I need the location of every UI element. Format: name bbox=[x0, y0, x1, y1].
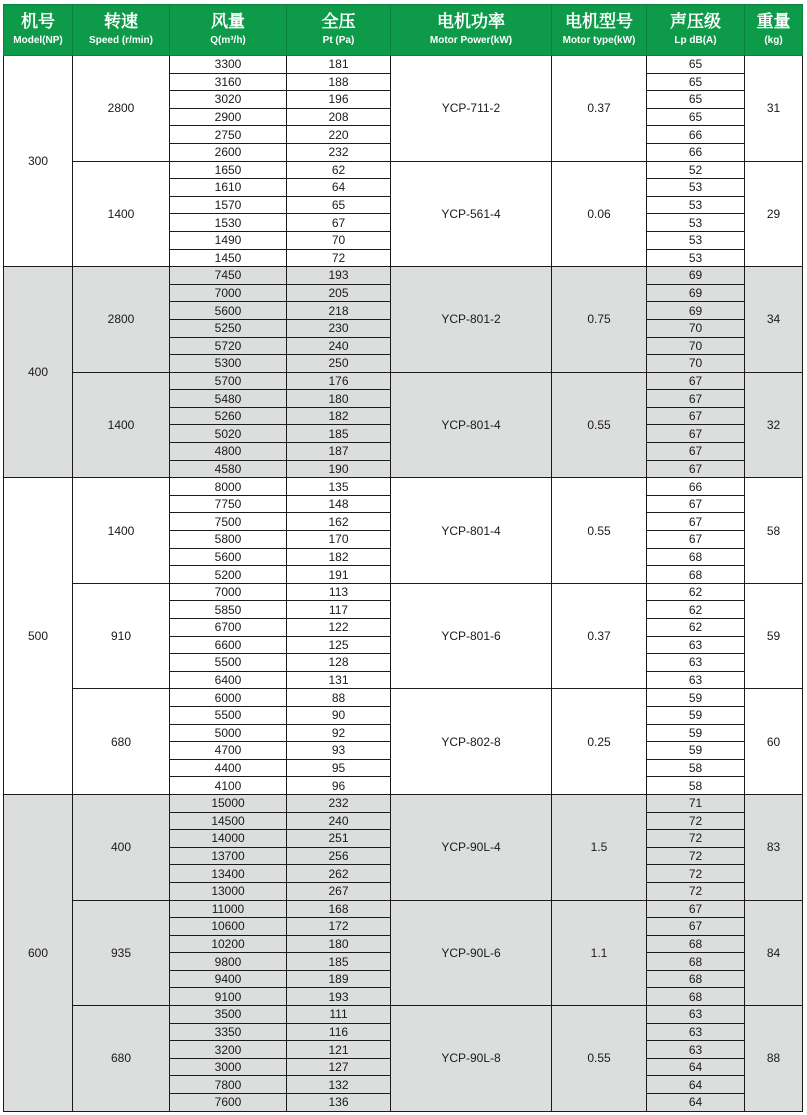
motor-power-cell: YCP-801-4 bbox=[391, 478, 552, 584]
pressure-cell: 190 bbox=[287, 460, 391, 478]
noise-cell: 63 bbox=[647, 1041, 745, 1059]
noise-cell: 67 bbox=[647, 372, 745, 390]
airflow-cell: 7450 bbox=[170, 267, 287, 285]
table-row bbox=[4, 583, 803, 601]
weight-cell: 58 bbox=[745, 478, 803, 584]
noise-cell: 67 bbox=[647, 900, 745, 918]
pressure-cell: 122 bbox=[287, 619, 391, 637]
noise-cell: 66 bbox=[647, 126, 745, 144]
pressure-cell: 90 bbox=[287, 706, 391, 724]
header-speed-zh: 转速 bbox=[104, 12, 138, 32]
pressure-cell: 182 bbox=[287, 548, 391, 566]
noise-cell: 63 bbox=[647, 1023, 745, 1041]
noise-cell: 59 bbox=[647, 742, 745, 760]
motor-type-cell: 0.25 bbox=[552, 689, 647, 795]
airflow-cell: 5600 bbox=[170, 302, 287, 320]
noise-cell: 65 bbox=[647, 91, 745, 109]
pressure-cell: 196 bbox=[287, 91, 391, 109]
noise-cell: 72 bbox=[647, 830, 745, 848]
airflow-cell: 10600 bbox=[170, 918, 287, 936]
noise-cell: 64 bbox=[647, 1058, 745, 1076]
model-number-cell: 300 bbox=[4, 56, 73, 267]
header-pressure bbox=[287, 5, 391, 56]
noise-cell: 69 bbox=[647, 267, 745, 285]
airflow-cell: 8000 bbox=[170, 478, 287, 496]
model-number-cell: 400 bbox=[4, 267, 73, 478]
airflow-cell: 9800 bbox=[170, 953, 287, 971]
pressure-cell: 193 bbox=[287, 267, 391, 285]
speed-cell: 1400 bbox=[73, 372, 170, 478]
pressure-cell: 65 bbox=[287, 196, 391, 214]
airflow-cell: 5700 bbox=[170, 372, 287, 390]
weight-cell: 31 bbox=[745, 56, 803, 162]
airflow-cell: 14500 bbox=[170, 812, 287, 830]
pressure-cell: 117 bbox=[287, 601, 391, 619]
motor-type-cell: 0.06 bbox=[552, 161, 647, 267]
pressure-cell: 128 bbox=[287, 654, 391, 672]
speed-cell: 2800 bbox=[73, 56, 170, 162]
pressure-cell: 170 bbox=[287, 531, 391, 549]
pressure-cell: 62 bbox=[287, 161, 391, 179]
airflow-cell: 9100 bbox=[170, 988, 287, 1006]
pressure-cell: 93 bbox=[287, 742, 391, 760]
model-number-cell: 500 bbox=[4, 478, 73, 795]
airflow-cell: 1570 bbox=[170, 196, 287, 214]
noise-cell: 52 bbox=[647, 161, 745, 179]
pressure-cell: 187 bbox=[287, 443, 391, 461]
noise-cell: 68 bbox=[647, 953, 745, 971]
motor-type-cell: 1.1 bbox=[552, 900, 647, 1006]
motor-type-cell: 0.75 bbox=[552, 267, 647, 373]
airflow-cell: 7600 bbox=[170, 1094, 287, 1112]
pressure-cell: 64 bbox=[287, 179, 391, 197]
weight-cell: 32 bbox=[745, 372, 803, 478]
airflow-cell: 4700 bbox=[170, 742, 287, 760]
pressure-cell: 116 bbox=[287, 1023, 391, 1041]
pressure-cell: 220 bbox=[287, 126, 391, 144]
pressure-cell: 230 bbox=[287, 319, 391, 337]
table-row bbox=[4, 372, 803, 390]
airflow-cell: 13700 bbox=[170, 847, 287, 865]
header-noise-zh: 声压级 bbox=[670, 12, 721, 32]
weight-cell: 29 bbox=[745, 161, 803, 267]
fan-spec-table bbox=[3, 4, 803, 1112]
motor-power-cell: YCP-711-2 bbox=[391, 56, 552, 162]
pressure-cell: 70 bbox=[287, 231, 391, 249]
pressure-cell: 121 bbox=[287, 1041, 391, 1059]
pressure-cell: 262 bbox=[287, 865, 391, 883]
noise-cell: 68 bbox=[647, 566, 745, 584]
airflow-cell: 3500 bbox=[170, 1006, 287, 1024]
pressure-cell: 185 bbox=[287, 953, 391, 971]
noise-cell: 62 bbox=[647, 583, 745, 601]
noise-cell: 71 bbox=[647, 794, 745, 812]
weight-cell: 59 bbox=[745, 583, 803, 689]
airflow-cell: 5200 bbox=[170, 566, 287, 584]
noise-cell: 66 bbox=[647, 478, 745, 496]
noise-cell: 53 bbox=[647, 249, 745, 267]
noise-cell: 68 bbox=[647, 935, 745, 953]
speed-cell: 680 bbox=[73, 689, 170, 795]
noise-cell: 66 bbox=[647, 143, 745, 161]
noise-cell: 72 bbox=[647, 847, 745, 865]
airflow-cell: 7800 bbox=[170, 1076, 287, 1094]
noise-cell: 67 bbox=[647, 918, 745, 936]
header-motor-power bbox=[391, 5, 552, 56]
motor-power-cell: YCP-90L-4 bbox=[391, 794, 552, 900]
noise-cell: 59 bbox=[647, 689, 745, 707]
airflow-cell: 7750 bbox=[170, 495, 287, 513]
pressure-cell: 148 bbox=[287, 495, 391, 513]
pressure-cell: 72 bbox=[287, 249, 391, 267]
noise-cell: 67 bbox=[647, 407, 745, 425]
pressure-cell: 95 bbox=[287, 759, 391, 777]
noise-cell: 59 bbox=[647, 724, 745, 742]
pressure-cell: 218 bbox=[287, 302, 391, 320]
header-motor-power-en: Motor Power(kW) bbox=[429, 35, 513, 46]
pressure-cell: 88 bbox=[287, 689, 391, 707]
airflow-cell: 13400 bbox=[170, 865, 287, 883]
noise-cell: 59 bbox=[647, 706, 745, 724]
airflow-cell: 13000 bbox=[170, 882, 287, 900]
pressure-cell: 96 bbox=[287, 777, 391, 795]
airflow-cell: 6600 bbox=[170, 636, 287, 654]
noise-cell: 67 bbox=[647, 531, 745, 549]
airflow-cell: 5250 bbox=[170, 319, 287, 337]
pressure-cell: 125 bbox=[287, 636, 391, 654]
motor-power-cell: YCP-561-4 bbox=[391, 161, 552, 267]
motor-type-cell: 0.55 bbox=[552, 478, 647, 584]
noise-cell: 69 bbox=[647, 284, 745, 302]
pressure-cell: 251 bbox=[287, 830, 391, 848]
noise-cell: 67 bbox=[647, 390, 745, 408]
noise-cell: 58 bbox=[647, 759, 745, 777]
header-model-en: Model(NP) bbox=[13, 35, 63, 46]
table-row bbox=[4, 267, 803, 285]
pressure-cell: 113 bbox=[287, 583, 391, 601]
motor-power-cell: YCP-801-4 bbox=[391, 372, 552, 478]
table-row bbox=[4, 689, 803, 707]
airflow-cell: 3350 bbox=[170, 1023, 287, 1041]
pressure-cell: 189 bbox=[287, 970, 391, 988]
header-row bbox=[4, 5, 803, 56]
pressure-cell: 127 bbox=[287, 1058, 391, 1076]
airflow-cell: 1650 bbox=[170, 161, 287, 179]
table-row bbox=[4, 161, 803, 179]
airflow-cell: 5800 bbox=[170, 531, 287, 549]
header-weight-zh: 重量 bbox=[756, 12, 791, 32]
airflow-cell: 5500 bbox=[170, 706, 287, 724]
noise-cell: 53 bbox=[647, 214, 745, 232]
noise-cell: 72 bbox=[647, 812, 745, 830]
pressure-cell: 185 bbox=[287, 425, 391, 443]
motor-power-cell: YCP-802-8 bbox=[391, 689, 552, 795]
header-motor-type-en: Motor type(kW) bbox=[562, 35, 636, 46]
airflow-cell: 1610 bbox=[170, 179, 287, 197]
table-row bbox=[4, 56, 803, 74]
pressure-cell: 250 bbox=[287, 355, 391, 373]
pressure-cell: 256 bbox=[287, 847, 391, 865]
noise-cell: 62 bbox=[647, 619, 745, 637]
weight-cell: 83 bbox=[745, 794, 803, 900]
noise-cell: 65 bbox=[647, 73, 745, 91]
pressure-cell: 168 bbox=[287, 900, 391, 918]
airflow-cell: 14000 bbox=[170, 830, 287, 848]
noise-cell: 68 bbox=[647, 970, 745, 988]
airflow-cell: 15000 bbox=[170, 794, 287, 812]
pressure-cell: 67 bbox=[287, 214, 391, 232]
noise-cell: 58 bbox=[647, 777, 745, 795]
pressure-cell: 92 bbox=[287, 724, 391, 742]
weight-cell: 88 bbox=[745, 1006, 803, 1112]
table-row bbox=[4, 794, 803, 812]
noise-cell: 67 bbox=[647, 495, 745, 513]
header-airflow-en: Q(m³/h) bbox=[210, 35, 246, 46]
airflow-cell: 5500 bbox=[170, 654, 287, 672]
noise-cell: 67 bbox=[647, 460, 745, 478]
airflow-cell: 1490 bbox=[170, 231, 287, 249]
noise-cell: 65 bbox=[647, 108, 745, 126]
airflow-cell: 3160 bbox=[170, 73, 287, 91]
airflow-cell: 9400 bbox=[170, 970, 287, 988]
motor-power-cell: YCP-801-2 bbox=[391, 267, 552, 373]
pressure-cell: 208 bbox=[287, 108, 391, 126]
header-speed bbox=[73, 5, 170, 56]
noise-cell: 63 bbox=[647, 636, 745, 654]
header-weight-en: (kg) bbox=[764, 35, 783, 46]
table-row bbox=[4, 900, 803, 918]
airflow-cell: 5000 bbox=[170, 724, 287, 742]
airflow-cell: 11000 bbox=[170, 900, 287, 918]
airflow-cell: 5850 bbox=[170, 601, 287, 619]
noise-cell: 63 bbox=[647, 671, 745, 689]
pressure-cell: 136 bbox=[287, 1094, 391, 1112]
noise-cell: 64 bbox=[647, 1076, 745, 1094]
spec-table-body bbox=[4, 56, 803, 1112]
airflow-cell: 3300 bbox=[170, 56, 287, 74]
pressure-cell: 240 bbox=[287, 812, 391, 830]
weight-cell: 60 bbox=[745, 689, 803, 795]
airflow-cell: 3000 bbox=[170, 1058, 287, 1076]
airflow-cell: 5300 bbox=[170, 355, 287, 373]
header-pressure-zh: 全压 bbox=[321, 12, 356, 32]
header-motor-power-zh: 电机功率 bbox=[437, 12, 505, 32]
motor-type-cell: 1.5 bbox=[552, 794, 647, 900]
airflow-cell: 5260 bbox=[170, 407, 287, 425]
speed-cell: 1400 bbox=[73, 478, 170, 584]
header-motor-type bbox=[552, 5, 647, 56]
noise-cell: 68 bbox=[647, 988, 745, 1006]
motor-power-cell: YCP-90L-8 bbox=[391, 1006, 552, 1112]
pressure-cell: 181 bbox=[287, 56, 391, 74]
pressure-cell: 135 bbox=[287, 478, 391, 496]
airflow-cell: 2900 bbox=[170, 108, 287, 126]
airflow-cell: 7000 bbox=[170, 583, 287, 601]
header-noise bbox=[647, 5, 745, 56]
speed-cell: 680 bbox=[73, 1006, 170, 1112]
noise-cell: 63 bbox=[647, 1006, 745, 1024]
pressure-cell: 193 bbox=[287, 988, 391, 1006]
motor-type-cell: 0.55 bbox=[552, 1006, 647, 1112]
airflow-cell: 2600 bbox=[170, 143, 287, 161]
noise-cell: 72 bbox=[647, 882, 745, 900]
header-airflow bbox=[170, 5, 287, 56]
motor-power-cell: YCP-801-6 bbox=[391, 583, 552, 689]
weight-cell: 34 bbox=[745, 267, 803, 373]
pressure-cell: 232 bbox=[287, 143, 391, 161]
speed-cell: 910 bbox=[73, 583, 170, 689]
airflow-cell: 5600 bbox=[170, 548, 287, 566]
speed-cell: 400 bbox=[73, 794, 170, 900]
header-model bbox=[4, 5, 73, 56]
pressure-cell: 240 bbox=[287, 337, 391, 355]
noise-cell: 53 bbox=[647, 231, 745, 249]
airflow-cell: 6000 bbox=[170, 689, 287, 707]
speed-cell: 2800 bbox=[73, 267, 170, 373]
motor-power-cell: YCP-90L-6 bbox=[391, 900, 552, 1006]
noise-cell: 67 bbox=[647, 513, 745, 531]
weight-cell: 84 bbox=[745, 900, 803, 1006]
airflow-cell: 3200 bbox=[170, 1041, 287, 1059]
pressure-cell: 180 bbox=[287, 935, 391, 953]
airflow-cell: 4100 bbox=[170, 777, 287, 795]
airflow-cell: 3020 bbox=[170, 91, 287, 109]
table-row bbox=[4, 478, 803, 496]
airflow-cell: 5480 bbox=[170, 390, 287, 408]
header-motor-type-zh: 电机型号 bbox=[565, 12, 633, 32]
table-row bbox=[4, 1006, 803, 1024]
noise-cell: 53 bbox=[647, 179, 745, 197]
header-airflow-zh: 风量 bbox=[211, 12, 245, 32]
noise-cell: 65 bbox=[647, 56, 745, 74]
noise-cell: 53 bbox=[647, 196, 745, 214]
airflow-cell: 4800 bbox=[170, 443, 287, 461]
pressure-cell: 191 bbox=[287, 566, 391, 584]
header-weight bbox=[745, 5, 803, 56]
noise-cell: 69 bbox=[647, 302, 745, 320]
motor-type-cell: 0.55 bbox=[552, 372, 647, 478]
airflow-cell: 7000 bbox=[170, 284, 287, 302]
pressure-cell: 132 bbox=[287, 1076, 391, 1094]
noise-cell: 70 bbox=[647, 319, 745, 337]
noise-cell: 62 bbox=[647, 601, 745, 619]
pressure-cell: 180 bbox=[287, 390, 391, 408]
header-model-zh: 机号 bbox=[21, 12, 55, 32]
airflow-cell: 6700 bbox=[170, 619, 287, 637]
speed-cell: 1400 bbox=[73, 161, 170, 267]
airflow-cell: 2750 bbox=[170, 126, 287, 144]
noise-cell: 72 bbox=[647, 865, 745, 883]
speed-cell: 935 bbox=[73, 900, 170, 1006]
noise-cell: 70 bbox=[647, 337, 745, 355]
pressure-cell: 172 bbox=[287, 918, 391, 936]
motor-type-cell: 0.37 bbox=[552, 583, 647, 689]
airflow-cell: 5720 bbox=[170, 337, 287, 355]
noise-cell: 70 bbox=[647, 355, 745, 373]
pressure-cell: 188 bbox=[287, 73, 391, 91]
airflow-cell: 4400 bbox=[170, 759, 287, 777]
pressure-cell: 111 bbox=[287, 1006, 391, 1024]
header-pressure-en: Pt (Pa) bbox=[322, 35, 355, 46]
airflow-cell: 5020 bbox=[170, 425, 287, 443]
pressure-cell: 267 bbox=[287, 882, 391, 900]
model-number-cell: 600 bbox=[4, 794, 73, 1111]
airflow-cell: 10200 bbox=[170, 935, 287, 953]
pressure-cell: 232 bbox=[287, 794, 391, 812]
noise-cell: 63 bbox=[647, 654, 745, 672]
airflow-cell: 7500 bbox=[170, 513, 287, 531]
airflow-cell: 1450 bbox=[170, 249, 287, 267]
noise-cell: 68 bbox=[647, 548, 745, 566]
pressure-cell: 162 bbox=[287, 513, 391, 531]
pressure-cell: 205 bbox=[287, 284, 391, 302]
airflow-cell: 4580 bbox=[170, 460, 287, 478]
header-noise-en: Lp dB(A) bbox=[674, 35, 717, 46]
header-speed-en: Speed (r/min) bbox=[89, 35, 153, 46]
airflow-cell: 1530 bbox=[170, 214, 287, 232]
pressure-cell: 131 bbox=[287, 671, 391, 689]
motor-type-cell: 0.37 bbox=[552, 56, 647, 162]
pressure-cell: 176 bbox=[287, 372, 391, 390]
noise-cell: 67 bbox=[647, 443, 745, 461]
noise-cell: 67 bbox=[647, 425, 745, 443]
airflow-cell: 6400 bbox=[170, 671, 287, 689]
noise-cell: 64 bbox=[647, 1094, 745, 1112]
pressure-cell: 182 bbox=[287, 407, 391, 425]
